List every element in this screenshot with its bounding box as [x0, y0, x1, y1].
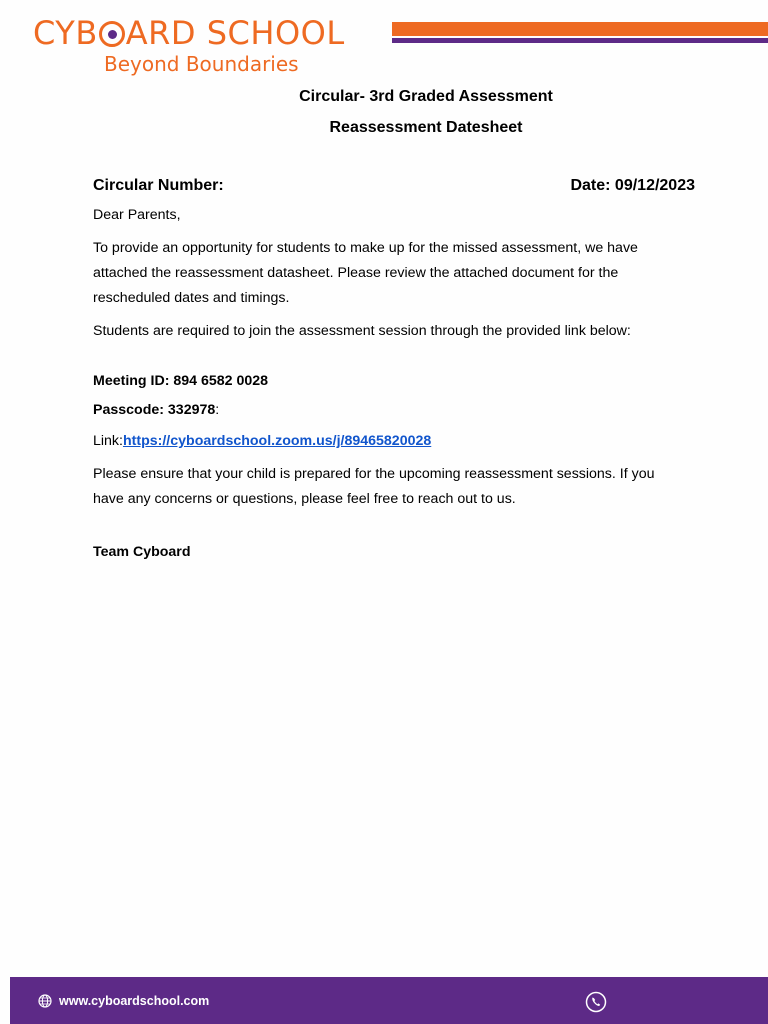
logo-text-end: ARD SCHOOL	[125, 14, 345, 52]
passcode: Passcode: 332978	[93, 402, 216, 418]
paragraph-closing: Please ensure that your child is prepared for the upcoming reassessment sessions. If you have any concerns or questions, please feel free to reach out to us.	[93, 466, 655, 507]
meeting-link[interactable]: https://cyboardschool.zoom.us/j/89465820028	[122, 433, 432, 449]
logo-text-start: CYB	[33, 14, 98, 52]
logo-tagline: Beyond Boundaries	[104, 52, 299, 76]
header-bar-orange	[392, 22, 768, 36]
paragraph-intro: To provide an opportunity for students to make up for the missed assessment, we have attached the reassessment datasheet. Please review the attached document for the rescheduled dates and timings.	[93, 240, 638, 306]
logo-o-mark-icon	[99, 21, 125, 47]
circular-number-label: Circular Number:	[93, 177, 224, 194]
circular-subtitle: Reassessment Datesheet	[329, 119, 523, 136]
header-bar-purple	[392, 38, 768, 43]
meeting-id: Meeting ID: 894 6582 0028	[93, 373, 269, 389]
meeting-link-line	[93, 429, 673, 454]
footer-bar	[10, 977, 768, 1024]
phone-icon[interactable]	[585, 991, 607, 1013]
footer-website[interactable]: www.cyboardschool.com	[59, 994, 210, 1008]
signoff: Team Cyboard	[93, 544, 191, 560]
link-prefix: Link:	[93, 433, 123, 449]
school-logo	[33, 14, 345, 52]
passcode-suffix: :	[215, 402, 220, 418]
passcode-line	[93, 398, 673, 423]
salutation: Dear Parents,	[93, 207, 181, 223]
circular-title: Circular- 3rd Graded Assessment	[299, 88, 553, 105]
circular-date: Date: 09/12/2023	[570, 177, 695, 194]
globe-icon	[38, 994, 52, 1008]
paragraph-instructions: Students are required to join the assessment session through the provided link below:	[93, 323, 631, 339]
